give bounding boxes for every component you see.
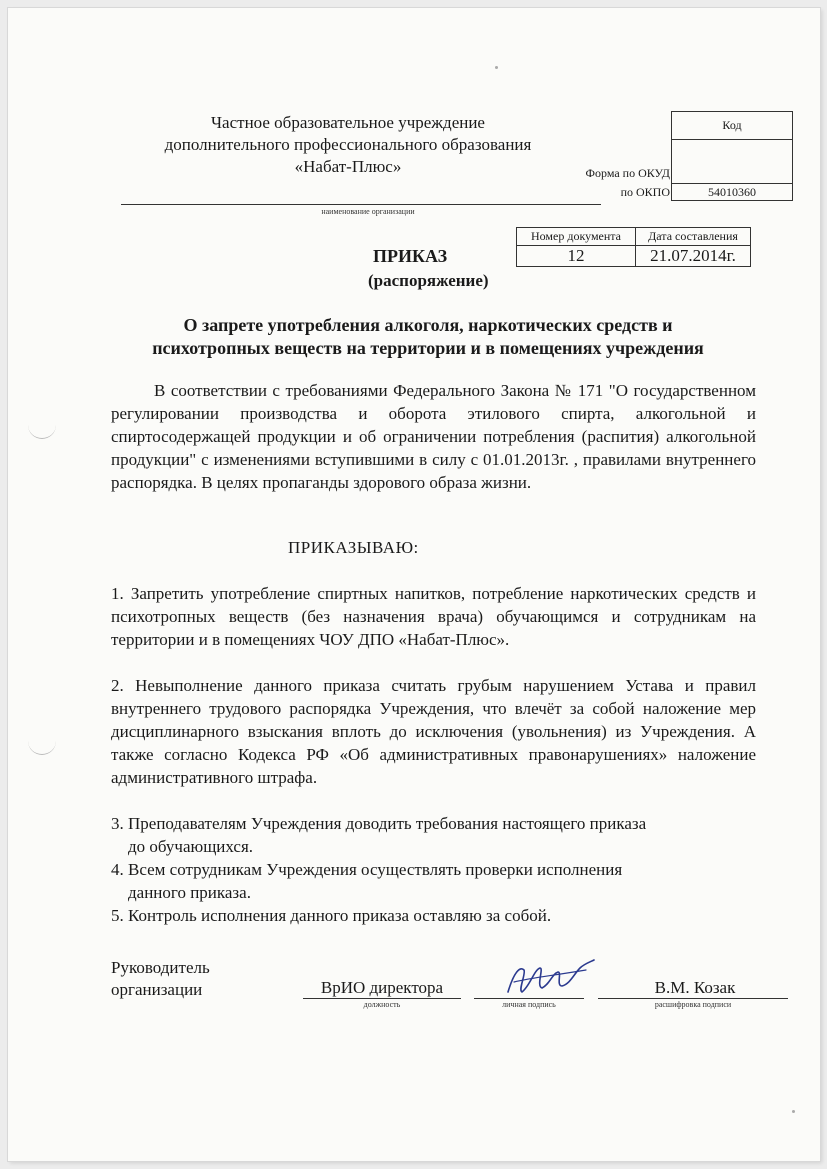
document-info-table [516, 227, 751, 267]
signatory-label [111, 957, 210, 1001]
organization-line-2: дополнительного профессионального образования [164, 135, 532, 154]
order-heading [78, 314, 778, 360]
position-line [303, 998, 461, 999]
order-word: ПРИКАЗЫВАЮ: [288, 538, 419, 557]
order-item-3-line-2: до обучающихся. [128, 837, 254, 856]
order-item-4 [111, 858, 756, 904]
document-page [8, 8, 820, 1161]
okud-value [672, 140, 793, 184]
document-subtitle: (распоряжение) [368, 271, 489, 290]
codes-header: Код [672, 112, 793, 140]
document-date: 21.07.2014г. [636, 246, 751, 267]
signature-caption: личная подпись [502, 1000, 556, 1009]
position-caption: должность [363, 1000, 401, 1009]
name-caption: расшифровка подписи [654, 1000, 732, 1009]
heading-line-2: психотропных веществ на территории и в помещениях учреждения [152, 338, 704, 358]
order-item-4-line-1: 4. Всем сотрудникам Учреждения осуществлять проверки исполнения [111, 860, 623, 879]
punch-hole-mark-bottom [28, 736, 56, 755]
handwritten-signature [500, 956, 600, 1000]
number-header: Номер документа [517, 228, 636, 246]
order-item-5: 5. Контроль исполнения данного приказа оставляю за собой. [111, 906, 552, 925]
signatory-name: В.М. Козак [654, 978, 736, 997]
order-item-2: 2. Невыполнение данного приказа считать грубым нарушением Устава и правил внутреннего трудового распорядка Учреждения, что влечёт за собой наложение мер дисциплинарного взыскания вплоть до исключения (увольнения) из Учреждения. А также согласно Кодекса РФ «Об административных правонарушениях» наложение административного штрафа. [111, 676, 756, 787]
name-line [598, 998, 788, 999]
codes-table [671, 111, 793, 201]
signatory-label-line-1: Руководитель [111, 958, 210, 977]
signatory-label-line-2: организации [111, 980, 203, 999]
order-item-4-line-2: данного приказа. [128, 883, 251, 902]
order-item-3-line-1: 3. Преподавателям Учреждения доводить требования настоящего приказа [111, 814, 647, 833]
order-item-3 [111, 812, 756, 858]
document-title: ПРИКАЗ [373, 246, 448, 266]
okpo-label: по ОКПО [620, 185, 670, 199]
preamble-text: В соответствии с требованиями Федерального Закона № 171 "О государственном регулировании производства и оборота этилового спирта, алкогольной и спиртосодержащей продукции и об ограничении потребления (распития) алкогольной продукции" с изменениями вступившими в силу с 01.01.2013г. , правилами внутреннего распорядка. В целях пропаганды здорового образа жизни. [111, 381, 756, 492]
scan-speck [495, 66, 498, 69]
okpo-value: 54010360 [672, 184, 793, 201]
signatory-position: ВрИО директора [320, 978, 444, 997]
organization-name [123, 112, 573, 178]
scan-speck [792, 1110, 795, 1113]
organization-line-1: Частное образовательное учреждение [211, 113, 485, 132]
order-item-1: 1. Запретить употребление спиртных напитков, потребление наркотических средств и психотропных веществ (без назначения врача) обучающимся и сотрудникам на территории и в помещениях ЧОУ ДПО «Набат-Плюс». [111, 584, 756, 649]
organization-caption: наименование организации [321, 207, 415, 216]
date-header: Дата составления [636, 228, 751, 246]
organization-line-3: «Набат-Плюс» [294, 157, 402, 176]
punch-hole-mark-top [28, 420, 56, 439]
okud-label: Форма по ОКУД [585, 166, 670, 180]
heading-line-1: О запрете употребления алкоголя, наркотических средств и [183, 315, 673, 335]
organization-underline [121, 204, 601, 205]
document-number: 12 [517, 246, 636, 267]
